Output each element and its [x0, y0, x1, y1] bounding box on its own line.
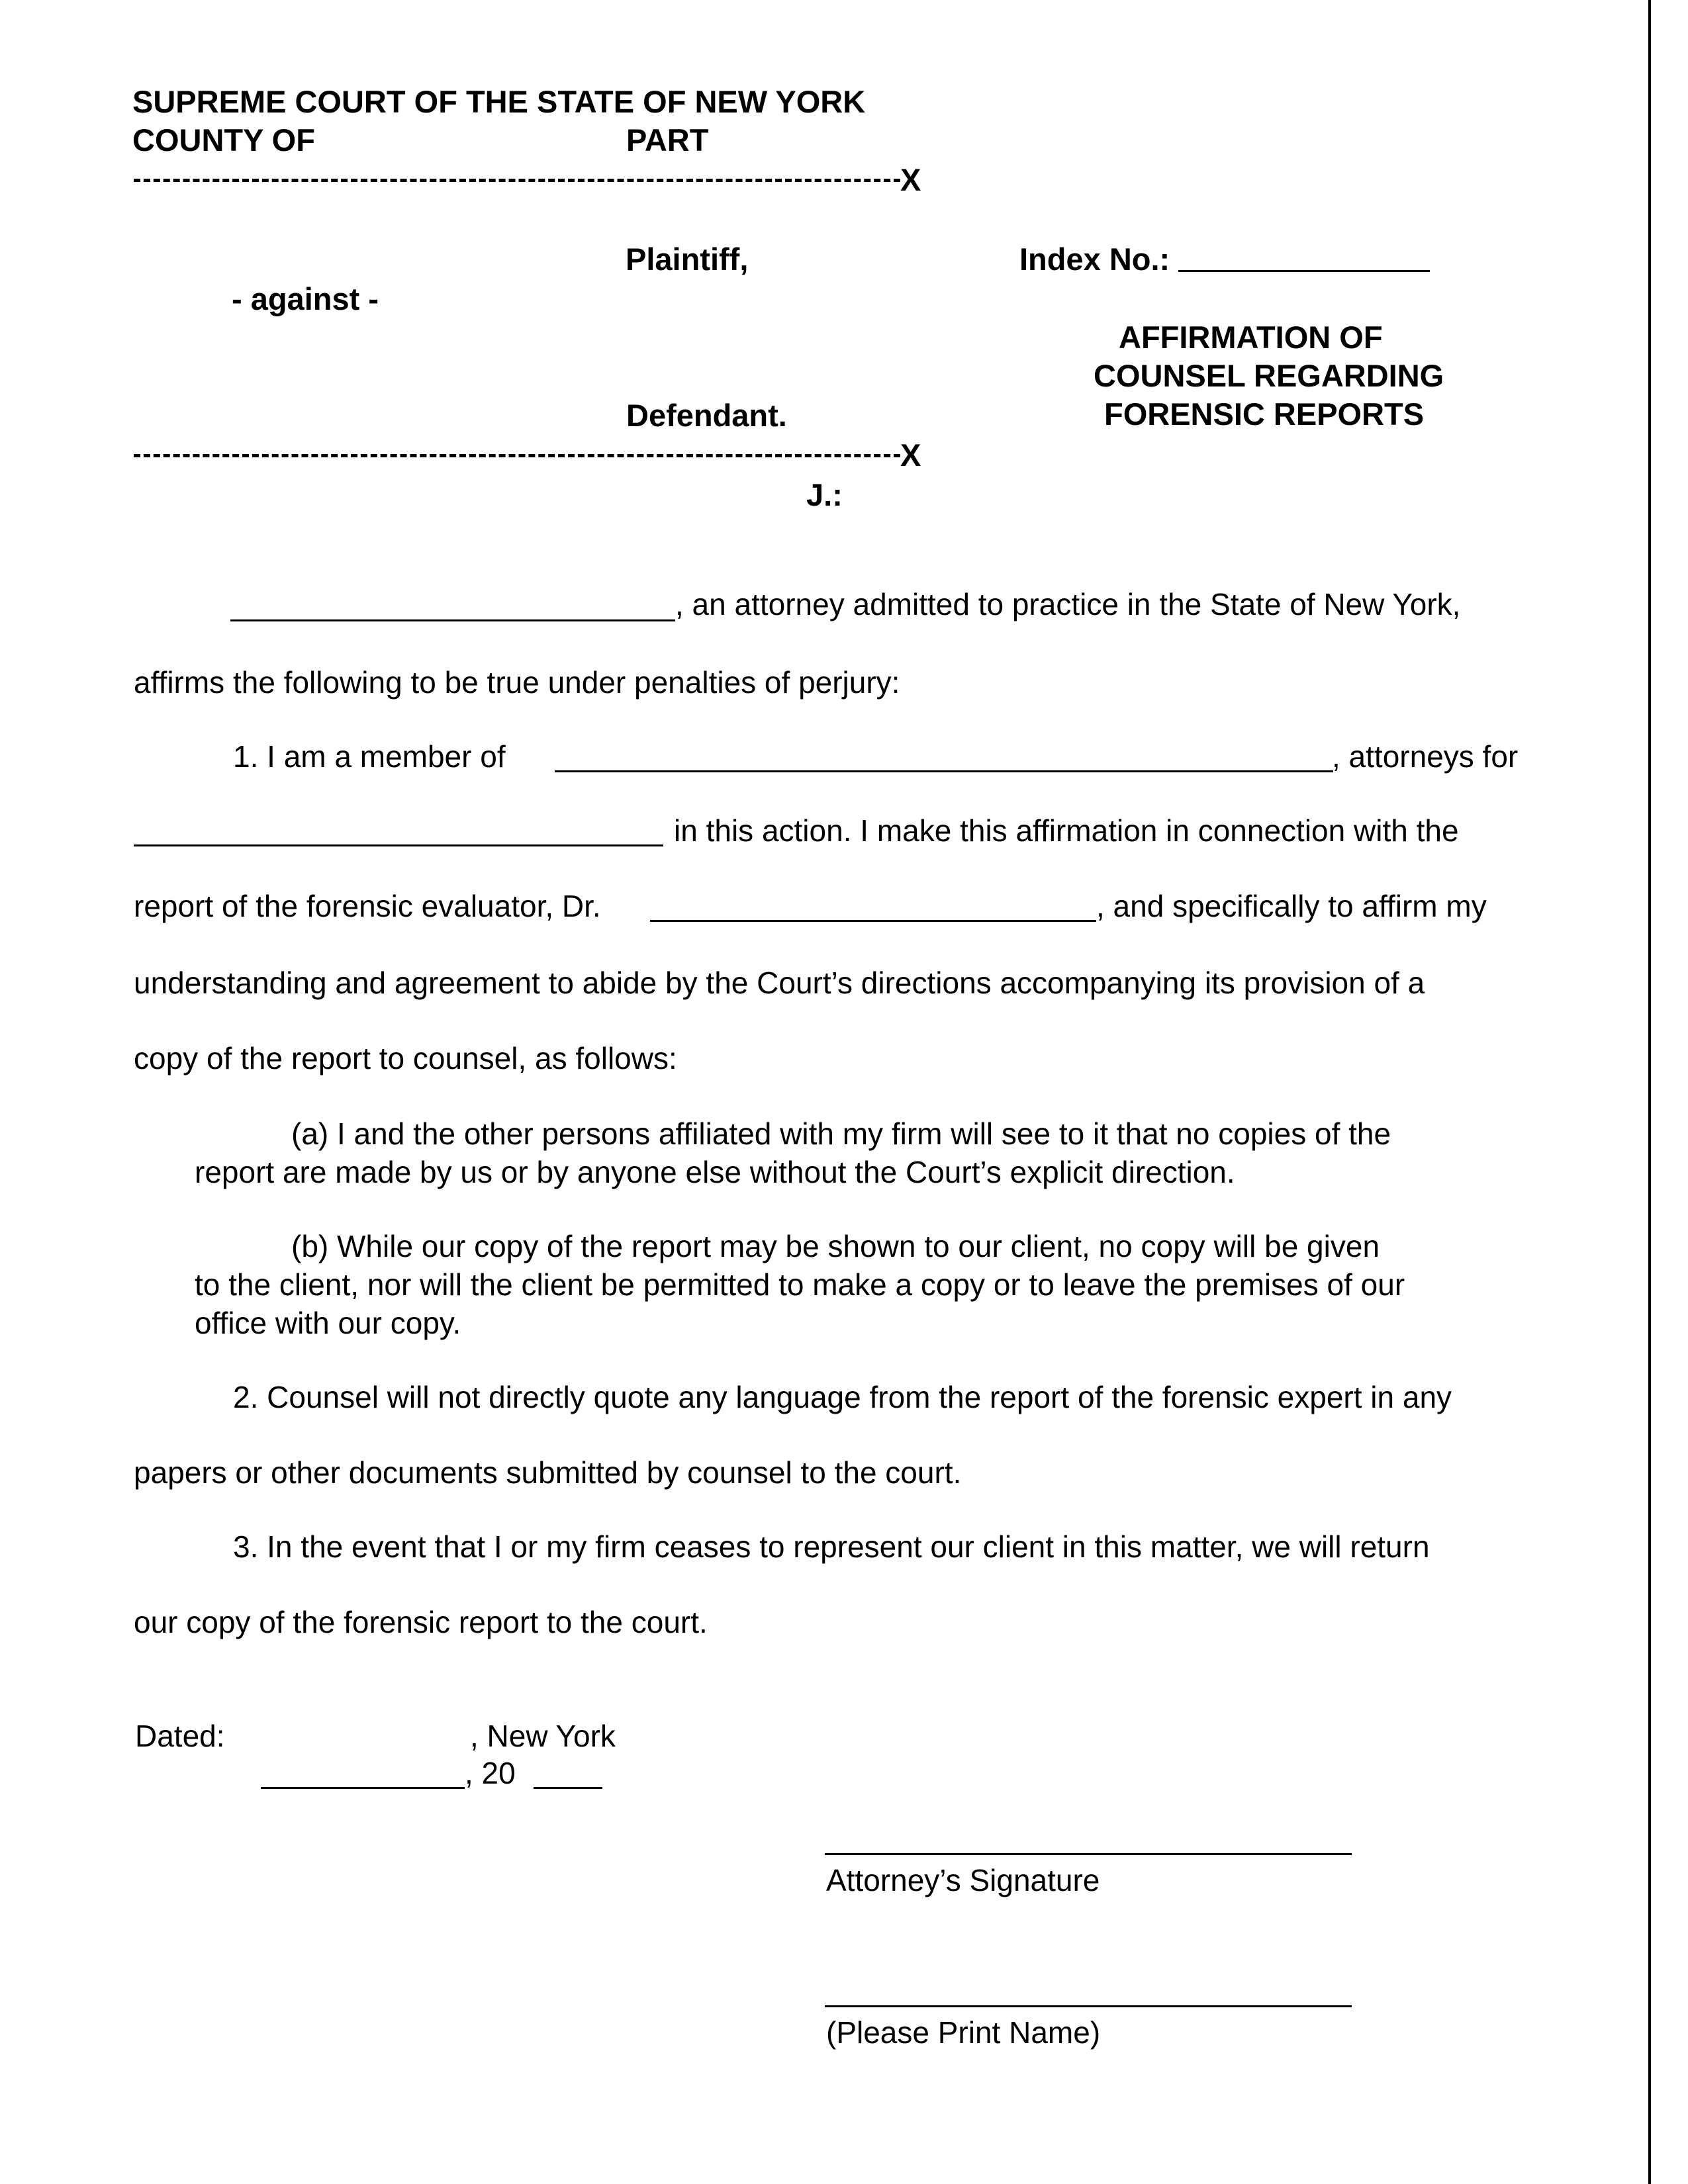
year-field[interactable]: [534, 1787, 602, 1789]
defendant-label: Defendant.: [626, 398, 787, 433]
index-number-field[interactable]: [1178, 270, 1430, 272]
paragraph-3-line2: our copy of the forensic report to the court.: [134, 1605, 708, 1639]
client-name-field[interactable]: [134, 844, 663, 846]
paragraph-1-line5: copy of the report to counsel, as follows:: [134, 1041, 677, 1075]
evaluator-name-field[interactable]: [650, 920, 1096, 922]
index-number-label: Index No.:: [1019, 242, 1170, 277]
print-name-field[interactable]: [825, 2005, 1352, 2007]
against-label: - against -: [232, 281, 379, 316]
paragraph-1-end: , attorneys for: [1332, 739, 1519, 774]
intro-text: , an attorney admitted to practice in the State of New York,: [675, 587, 1461, 621]
dated-label: Dated:: [135, 1719, 225, 1753]
document-title-line1: AFFIRMATION OF: [1119, 320, 1383, 355]
court-heading: SUPREME COURT OF THE STATE OF NEW YORK: [132, 84, 866, 119]
part-label: PART: [626, 122, 709, 158]
document-title-line3: FORENSIC REPORTS: [1104, 396, 1425, 432]
paragraph-3-line1: 3. In the event that I or my firm ceases to represent our client in this matter, we will return: [233, 1529, 1430, 1564]
page-edge: [1648, 0, 1651, 2184]
date-field[interactable]: [261, 1787, 465, 1789]
caption-x-bottom: X: [900, 437, 921, 473]
paragraph-2-line2: papers or other documents submitted by counsel to the court.: [134, 1455, 962, 1490]
paragraph-1-line2: in this action. I make this affirmation in connection with the: [674, 813, 1459, 848]
subparagraph-b-line3: office with our copy.: [195, 1306, 461, 1340]
subparagraph-a-line2: report are made by us or by anyone else without the Court’s explicit direction.: [195, 1155, 1235, 1189]
subparagraph-b-line1: (b) While our copy of the report may be shown to our client, no copy will be given: [291, 1229, 1380, 1263]
attorney-name-field[interactable]: [230, 619, 675, 621]
justice-label: J.:: [806, 477, 843, 512]
year-prefix: , 20: [465, 1756, 516, 1790]
subparagraph-a-line1: (a) I and the other persons affiliated with my firm will see to it that no copies of the: [291, 1116, 1391, 1151]
signature-label: Attorney’s Signature: [826, 1863, 1100, 1897]
intro-affirms-text: affirms the following to be true under penalties of perjury:: [134, 665, 900, 700]
caption-divider-top: [134, 179, 900, 182]
print-name-label: (Please Print Name): [826, 2015, 1101, 2050]
firm-name-field[interactable]: [555, 770, 1333, 772]
subparagraph-b-line2: to the client, nor will the client be permitted to make a copy or to leave the premises of our: [195, 1267, 1405, 1302]
paragraph-1-line4: understanding and agreement to abide by the Court’s directions accompanying its provision of a: [134, 966, 1425, 1000]
caption-x-top: X: [900, 162, 921, 197]
county-label: COUNTY OF: [132, 122, 315, 158]
paragraph-1-line3-end: , and specifically to affirm my: [1096, 889, 1487, 923]
paragraph-1-line3-start: report of the forensic evaluator, Dr.: [134, 889, 601, 923]
paragraph-2-line1: 2. Counsel will not directly quote any language from the report of the forensic expert in any: [233, 1380, 1452, 1414]
plaintiff-label: Plaintiff,: [626, 242, 749, 277]
signature-field[interactable]: [825, 1853, 1352, 1855]
paragraph-1-start: 1. I am a member of: [233, 739, 506, 774]
document-title-line2: COUNSEL REGARDING: [1094, 358, 1444, 393]
dated-city: , New York: [470, 1719, 616, 1753]
caption-divider-bottom: [134, 454, 900, 457]
